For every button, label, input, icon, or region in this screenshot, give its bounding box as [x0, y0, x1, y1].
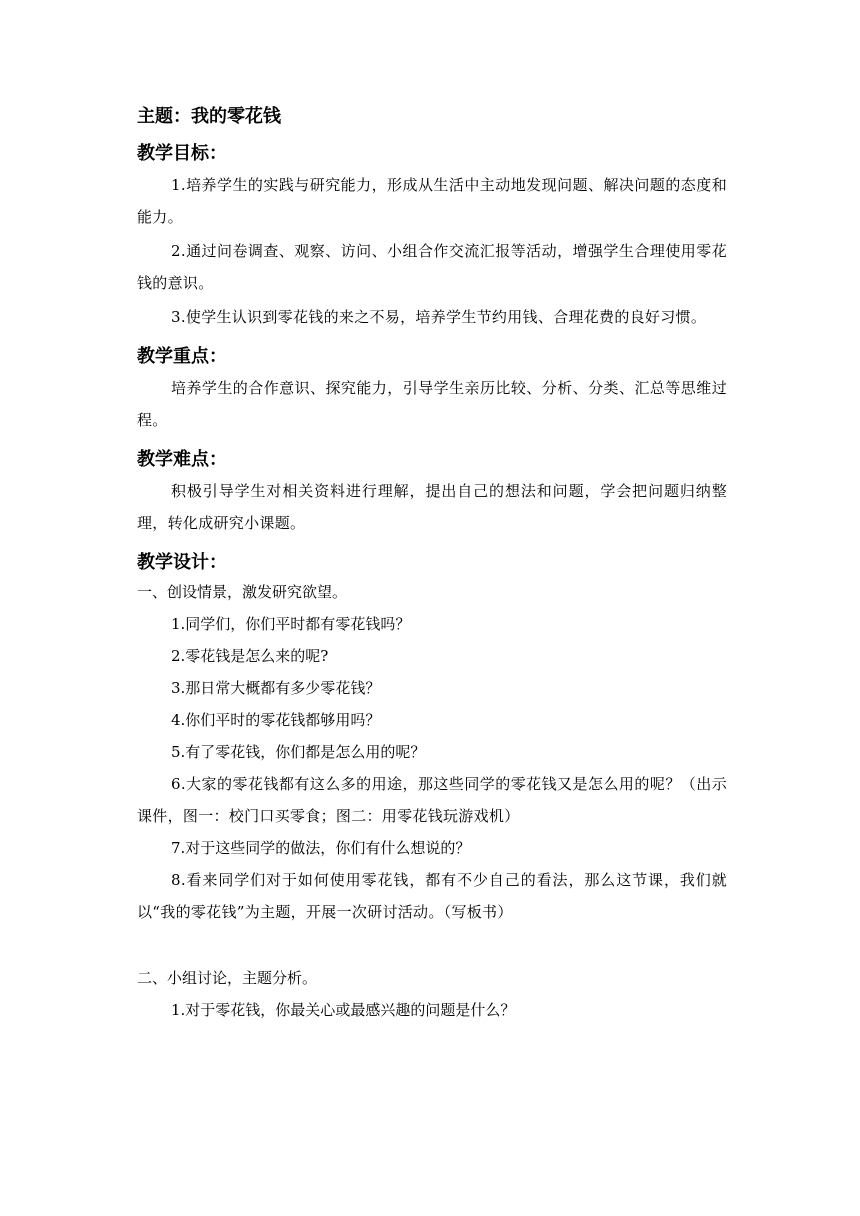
design-step: 8.看来同学们对于如何使用零花钱，都有不少自己的看法，那么这节课，我们就以“我的零花钱”为主题，开展一次研讨活动。（写板书）	[137, 871, 727, 921]
blank-line	[137, 928, 727, 962]
page-title: 主题：我的零花钱	[137, 106, 281, 127]
objective-item: 2.通过问卷调查、观察、访问、小组合作交流汇报等活动，增强学生合理使用零花钱的意识。	[137, 242, 727, 292]
lesson-plan	[137, 100, 727, 1026]
design-part1-title: 一、创设情景，激发研究欲望。	[137, 583, 348, 601]
design-step: 5.有了零花钱，你们都是怎么用的呢？	[171, 743, 426, 761]
design-heading: 教学设计：	[137, 552, 227, 573]
design-step: 6.大家的零花钱都有这么多的用途，那这些同学的零花钱又是怎么用的呢？（出示课件，图一：校门口买零食；图二：用零花钱玩游戏机）	[137, 775, 727, 825]
objective-item: 1.培养学生的实践与研究能力，形成从生活中主动地发现问题、解决问题的态度和能力。	[137, 176, 727, 226]
difficulties-heading: 教学难点：	[137, 449, 227, 470]
objective-item: 3.使学生认识到零花钱的来之不易，培养学生节约用钱、合理花费的良好习惯。	[171, 308, 707, 326]
design-step: 3.那日常大概都有多少零花钱？	[171, 679, 381, 697]
design-step: 1.对于零花钱，你最关心或最感兴趣的问题是什么？	[171, 1001, 516, 1019]
key-points-text: 培养学生的合作意识、探究能力，引导学生亲历比较、分析、分类、汇总等思维过程。	[137, 379, 727, 429]
key-points-heading: 教学重点：	[137, 346, 227, 367]
design-step: 1.同学们，你们平时都有零花钱吗？	[171, 615, 411, 633]
design-part2-title: 二、小组讨论，主题分析。	[137, 969, 318, 987]
objectives-heading: 教学目标：	[137, 143, 227, 164]
difficulties-text: 积极引导学生对相关资料进行理解，提出自己的想法和问题，学会把问题归纳整理，转化成研究小课题。	[137, 482, 727, 532]
design-step: 2.零花钱是怎么来的呢?	[171, 647, 329, 665]
design-step: 4.你们平时的零花钱都够用吗？	[171, 711, 381, 729]
design-step: 7.对于这些同学的做法，你们有什么想说的？	[171, 839, 471, 857]
